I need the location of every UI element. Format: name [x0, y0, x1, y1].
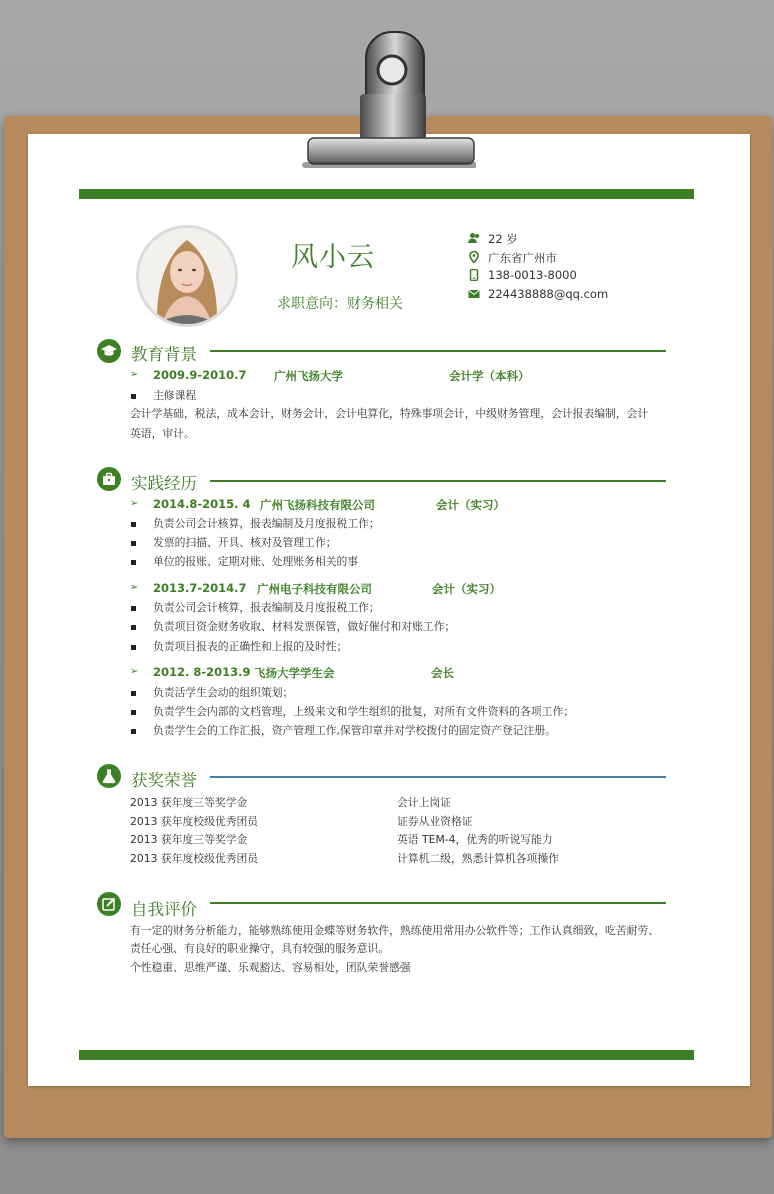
user-icon — [468, 232, 480, 244]
job-role: 会计（实习） — [436, 498, 505, 512]
self-eval-line: 责任心强、有良好的职业操守，具有较强的服务意识。 — [130, 942, 390, 955]
entry-arrow-icon: ➢ — [130, 666, 139, 677]
entry-arrow-icon: ➢ — [130, 498, 139, 509]
job-duty: 负责学生会内部的文档管理，上级来文和学生组织的批复，对所有文件资料的各项工作； — [153, 705, 575, 718]
job-period: 2014.8-2015. 4 — [153, 497, 251, 511]
bullet-icon — [131, 625, 136, 630]
courses-line: 英语，审计。 — [130, 427, 195, 440]
phone-icon — [468, 269, 480, 281]
binder-clip-icon — [292, 28, 476, 176]
self-eval-divider — [210, 902, 666, 904]
job-duty: 负责公司会计核算，报表编制及月度报税工作； — [153, 601, 380, 614]
edu-school: 广州飞扬大学 — [274, 369, 343, 383]
bullet-icon — [131, 560, 136, 565]
award-item: 2013 获年度三等奖学金 — [130, 796, 248, 809]
job-org: 广州飞扬科技有限公司 — [260, 498, 375, 512]
job-duty: 单位的报账、定期对账、处理账务相关的事 — [153, 555, 359, 568]
top-accent-bar — [79, 189, 694, 199]
practice-divider — [210, 480, 666, 482]
job-duty: 负责项目报表的正确性和上报的及时性； — [153, 640, 348, 653]
award-item: 2013 获年度三等奖学金 — [130, 833, 248, 846]
practice-title: 实践经历 — [131, 474, 197, 493]
education-divider — [210, 350, 666, 352]
bullet-icon — [131, 522, 136, 527]
age: 22 岁 — [488, 232, 518, 246]
job-role: 会计（实习） — [432, 582, 501, 596]
flask-icon — [97, 764, 121, 788]
bottom-accent-bar — [79, 1050, 694, 1060]
location: 广东省广州市 — [488, 251, 557, 265]
certificate-item: 英语 TEM-4，优秀的听说写能力 — [397, 833, 553, 846]
entry-arrow-icon: ➢ — [130, 369, 139, 380]
certificate-item: 证券从业资格证 — [397, 815, 473, 828]
courses-line: 会计学基础，税法，成本会计，财务会计，会计电算化，特殊事项会计，中级财务管理，会计报表编制，会计 — [130, 407, 649, 420]
location-icon — [468, 251, 480, 263]
bullet-icon — [131, 394, 136, 399]
mail-icon — [468, 288, 480, 300]
job-duty: 负责学生会的工作汇报，资产管理工作,保管印章并对学校拨付的固定资产登记注册。 — [153, 724, 556, 737]
avatar — [135, 224, 239, 328]
bullet-icon — [131, 729, 136, 734]
email: 224438888@qq.com — [488, 287, 609, 301]
briefcase-icon — [97, 467, 121, 491]
self-eval-line: 有一定的财务分析能力，能够熟练使用金蝶等财务软件，熟练使用常用办公软件等；工作认真细致，吃苦耐劳、 — [130, 924, 660, 937]
edu-major: 会计学（本科） — [449, 369, 530, 383]
self-eval-line: 个性稳重、思维严谨、乐观豁达、容易相处，团队荣誉感强 — [130, 961, 411, 974]
entry-arrow-icon: ➢ — [130, 582, 139, 593]
awards-divider — [210, 776, 666, 778]
certificate-item: 会计上岗证 — [397, 796, 451, 809]
self-eval-title: 自我评价 — [131, 900, 197, 919]
award-item: 2013 获年度校级优秀团员 — [130, 852, 259, 865]
job-period: 2013.7-2014.7 — [153, 581, 247, 595]
candidate-name: 风小云 — [291, 242, 375, 273]
edu-period: 2009.9-2010.7 — [153, 368, 247, 382]
awards-title: 获奖荣誉 — [131, 771, 197, 790]
education-title: 教育背景 — [131, 345, 197, 364]
job-period: 2012. 8-2013.9 — [153, 665, 251, 679]
graduation-cap-icon — [97, 339, 121, 363]
bullet-icon — [131, 691, 136, 696]
award-item: 2013 获年度校级优秀团员 — [130, 815, 259, 828]
certificate-item: 计算机二级，熟悉计算机各项操作 — [397, 852, 559, 865]
job-duty: 负责项目资金财务收取、材料发票保管，做好催付和对账工作； — [153, 620, 456, 633]
job-duty: 负责公司会计核算，报表编制及月度报税工作； — [153, 517, 380, 530]
job-intent: 求职意向：财务相关 — [277, 296, 403, 312]
job-org: 广州电子科技有限公司 — [257, 582, 372, 596]
job-duty: 负责活学生会动的组织策划； — [153, 686, 294, 699]
bullet-icon — [131, 710, 136, 715]
job-duty: 发票的扫描、开具、核对及管理工作； — [153, 536, 337, 549]
job-role: 会长 — [431, 666, 454, 680]
courses-label: 主修课程 — [153, 389, 197, 402]
bullet-icon — [131, 645, 136, 650]
edit-icon — [97, 892, 121, 916]
job-org: 飞扬大学学生会 — [254, 666, 335, 680]
bullet-icon — [131, 606, 136, 611]
bullet-icon — [131, 541, 136, 546]
phone: 138-0013-8000 — [488, 268, 577, 282]
